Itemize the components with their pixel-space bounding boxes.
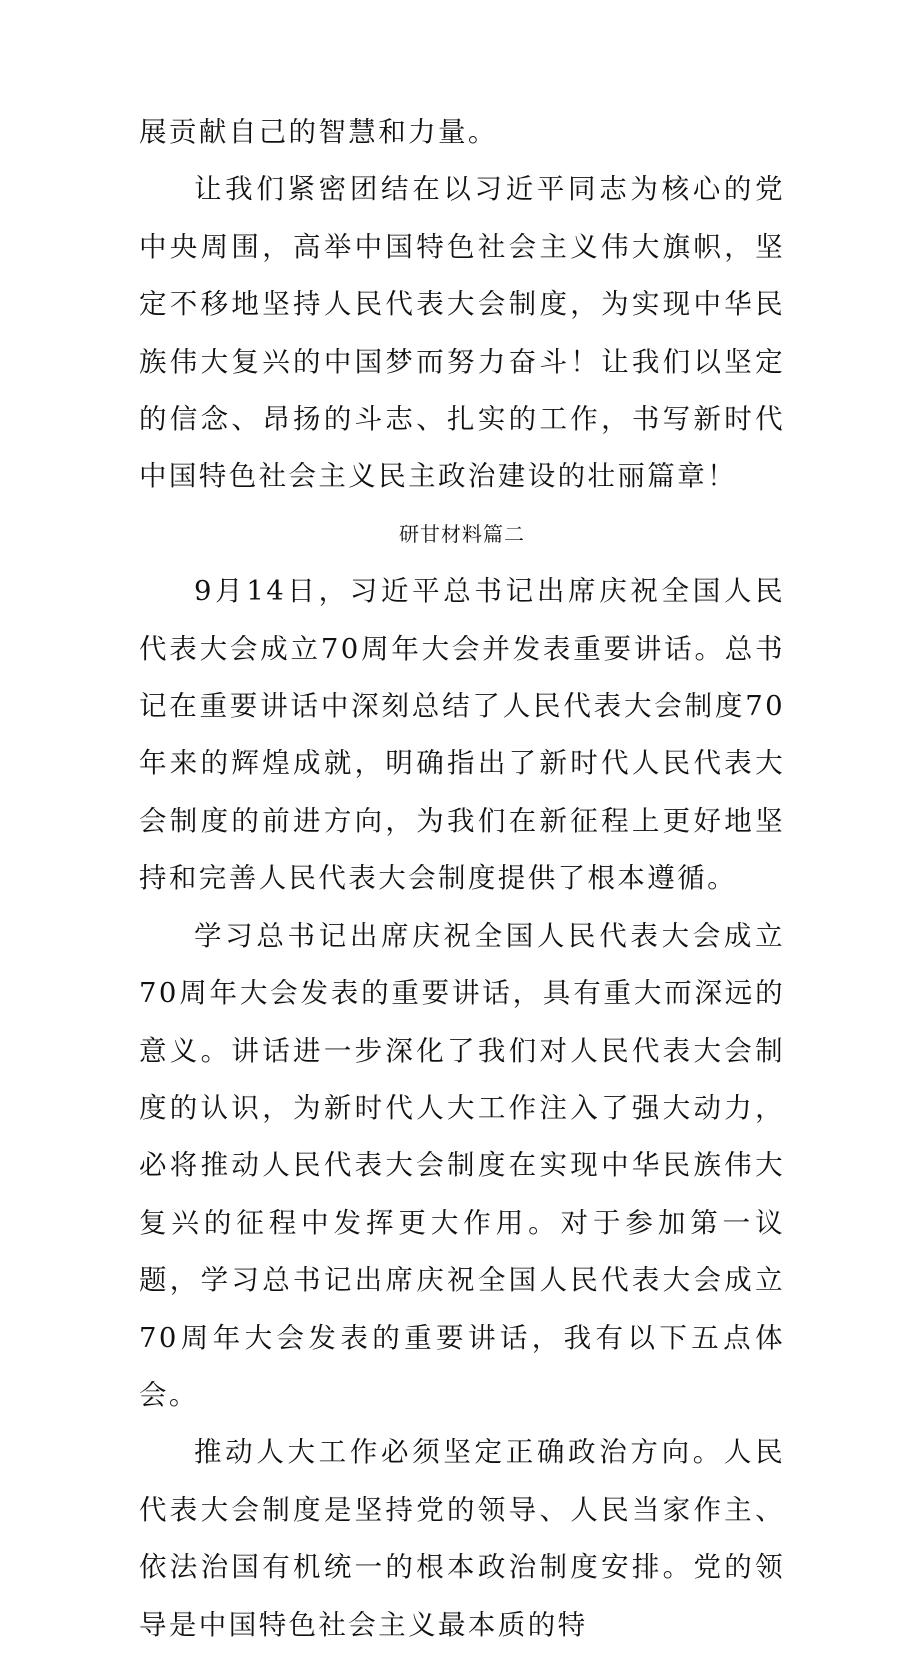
paragraph-political-direction: 推动人大工作必须坚定正确政治方向。人民代表大会制度是坚持党的领导、人民当家作主、依法治国有机统一的根本政治制度安排。党的领导是中国特色社会主义最本质的特 xyxy=(139,1436,785,1641)
section-heading: 研甘材料篇二 xyxy=(399,521,525,546)
paragraph-speech-significance: 学习总书记出席庆祝全国人民代表大会成立70周年大会发表的重要讲话，具有重大而深远的意义。讲话进一步深化了我们对人民代表大会制度的认识，为新时代人大工作注入了强大动力，必将推动人民代表大会制度在实现中华民族伟大复兴的征程中发挥更大作用。对于参加第一议题，学习总书记出席庆祝全国人民代表大会成立70周年大会发表的重要讲话，我有以下五点体会。 xyxy=(139,919,785,1411)
paragraph-continuation: 展贡献自己的智慧和力量。 xyxy=(139,116,498,148)
paragraph-closing-call: 让我们紧密团结在以习近平同志为核心的党中央周围，高举中国特色社会主义伟大旗帜，坚定不移地坚持人民代表大会制度，为实现中华民族伟大复兴的中国梦而努力奋斗！让我们以坚定的信念、昂扬的斗志、扎实的工作，书写新时代中国特色社会主义民主政治建设的壮丽篇章！ xyxy=(139,173,785,493)
paragraph-speech-intro: 9月14日，习近平总书记出席庆祝全国人民代表大会成立70周年大会并发表重要讲话。总书记在重要讲话中深刻总结了人民代表大会制度70年来的辉煌成就，明确指出了新时代人民代表大会制度的前进方向，为我们在新征程上更好地坚持和完善人民代表大会制度提供了根本遵循。 xyxy=(139,575,785,895)
document-body xyxy=(139,104,785,1654)
